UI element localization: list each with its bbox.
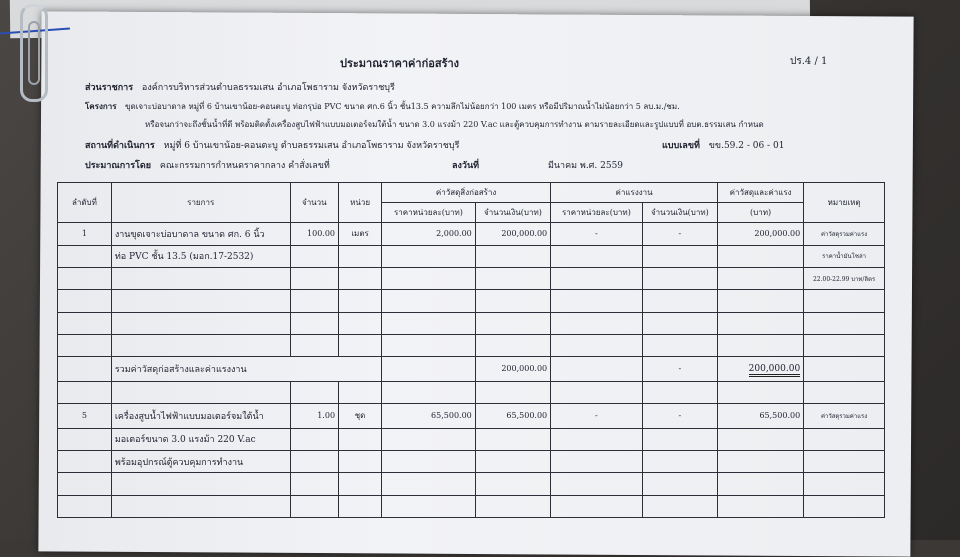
- form-no-value: ขข.59.2 - 06 - 01: [708, 141, 785, 151]
- header-no: ลำดับที่: [58, 183, 112, 223]
- header-row-1: [58, 183, 885, 203]
- subtotal-material-amount: 200,000.00: [475, 357, 550, 382]
- row5-labor-amount: -: [642, 404, 717, 429]
- page-ref: ปร.4 / 1: [790, 56, 828, 67]
- table-row: [58, 428, 885, 450]
- header-labor-amount: จำนวนเงิน(บาท): [642, 203, 717, 223]
- project-value-2: หรือจนกว่าจะถึงชั้นน้ำที่ดี พร้อมติดตั้งเครื่องสูบไฟฟ้าแบบมอเตอร์จมใต้น้ำ ขนาด 3.0 แรงม้า 220 V.ac และตู้ควบคุมการทำงาน ตามรายละเอียดและรูปแบบที่ อบต.ธรรมเสน กำหนด: [145, 120, 764, 129]
- header-material-unit-price: ราคาหน่วยละ(บาท): [382, 203, 476, 223]
- header-material-amount: จำนวนเงิน(บาท): [475, 203, 550, 223]
- paperclip-icon: [20, 4, 48, 102]
- row5-material-amount: 65,500.00: [475, 404, 550, 429]
- form-label: แบบเลขที่: [662, 141, 700, 151]
- table-row: [58, 381, 885, 403]
- row1-labor-unit-price: -: [551, 223, 643, 245]
- row1-remark-1: ค่าวัสดุรวมค่าแรง: [804, 223, 885, 245]
- row5-item-line1: เครื่องสูบน้ำไฟฟ้าแบบมอเตอร์จมใต้น้ำ: [111, 404, 290, 429]
- agency-label: ส่วนราชการ: [85, 83, 134, 93]
- table-row: [58, 267, 885, 289]
- row5-item-line2: มอเตอร์ขนาด 3.0 แรงม้า 220 V.ac: [111, 428, 290, 450]
- row5-qty: 1.00: [290, 404, 338, 429]
- row5-unit: ชุด: [339, 404, 382, 429]
- site-line: [85, 138, 459, 152]
- table-row: [58, 495, 885, 517]
- header-material-group: ค่าวัสดุสิ่งก่อสร้าง: [382, 183, 551, 203]
- header-item: รายการ: [111, 183, 290, 223]
- agency-value: องค์การบริหารส่วนตำบลธรรมเสน อำเภอโพธาราม จังหวัดราชบุรี: [141, 83, 395, 93]
- project-value-1: ขุดเจาะบ่อบาดาล หมู่ที่ 6 บ้านเขาน้อย-คอนตะบู ท่อกรุบ่อ PVC ขนาด ศก.6 นิ้ว ชั้น13.5 ความลึกไม่น้อยกว่า 100 เมตร หรือมีปริมาณน้ำไม่น้อยกว่า 5 ลบ.ม./ชม.: [125, 102, 680, 111]
- row5-item-line3: พร้อมอุปกรณ์ตู้ควบคุมการทำงาน: [111, 450, 290, 472]
- table-row: [58, 245, 885, 267]
- row1-item-line2: ท่อ PVC ชั้น 13.5 (มอก.17-2532): [111, 245, 290, 267]
- header-total-unit: (บาท): [718, 203, 804, 223]
- row5-labor-unit-price: -: [551, 404, 643, 429]
- project-line-2: [145, 118, 764, 131]
- date-line: [452, 158, 623, 172]
- project-line-1: [85, 100, 680, 113]
- table-row: [58, 473, 885, 495]
- row1-no: 1: [58, 223, 112, 245]
- row1-material-unit-price: 2,000.00: [382, 223, 476, 245]
- header-labor-unit-price: ราคาหน่วยละ(บาท): [551, 203, 643, 223]
- row1-item-line1: งานขุดเจาะบ่อบาดาล ขนาด ศก. 6 นิ้ว: [111, 223, 290, 245]
- header-total-group: ค่าวัสดุและค่าแรง: [718, 183, 804, 203]
- estimator-line: [85, 158, 330, 172]
- row5-total: 65,500.00: [718, 404, 804, 429]
- site-label: สถานที่ดำเนินการ: [85, 141, 155, 151]
- row5-remark: ค่าวัสดุรวมค่าแรง: [804, 404, 885, 429]
- estimator-label: ประมาณการโดย: [85, 161, 152, 171]
- estimate-table: [57, 182, 885, 518]
- row1-qty: 100.00: [290, 223, 338, 245]
- table-row: [58, 223, 885, 245]
- date-label: ลงวันที่: [452, 161, 480, 171]
- table-row: [58, 312, 885, 334]
- table-row: [58, 290, 885, 312]
- header-remark: หมายเหตุ: [804, 183, 885, 223]
- subtotal-total: 200,000.00: [718, 357, 804, 382]
- row1-total: 200,000.00: [718, 223, 804, 245]
- row5-material-unit-price: 65,500.00: [382, 404, 476, 429]
- project-label: โครงการ: [85, 101, 117, 111]
- form-no-line: [662, 138, 784, 152]
- row1-remark-2: ราคาน้ำมันโซล่า: [804, 245, 885, 267]
- subtotal-row: [58, 357, 885, 382]
- header-unit: หน่วย: [339, 183, 382, 223]
- date-value: มีนาคม พ.ศ. 2559: [547, 161, 624, 171]
- estimator-value: คณะกรรมการกำหนดราคากลาง คำสั่งเลขที่: [159, 161, 330, 171]
- agency-line: [85, 80, 395, 94]
- row5-no: 5: [58, 404, 112, 429]
- subtotal-labor-amount: -: [642, 357, 717, 382]
- site-value: หมู่ที่ 6 บ้านเขาน้อย-คอนตะบู ตำบลธรรมเสน อำเภอโพธาราม จังหวัดราชบุรี: [163, 141, 460, 151]
- table-row: [58, 334, 885, 356]
- row1-unit: เมตร: [339, 223, 382, 245]
- doc-title: ประมาณราคาค่าก่อสร้าง: [340, 57, 460, 70]
- header-labor-group: ค่าแรงงาน: [551, 183, 718, 203]
- table-row: [58, 404, 885, 429]
- row1-remark-3: 22.00-22.99 บาท/ลิตร: [804, 267, 885, 289]
- row1-labor-amount: -: [642, 223, 717, 245]
- header-qty: จำนวน: [290, 183, 338, 223]
- table-row: [58, 450, 885, 472]
- row1-material-amount: 200,000.00: [475, 223, 550, 245]
- subtotal-label: รวมค่าวัสดุก่อสร้างและค่าแรงงาน: [111, 357, 381, 382]
